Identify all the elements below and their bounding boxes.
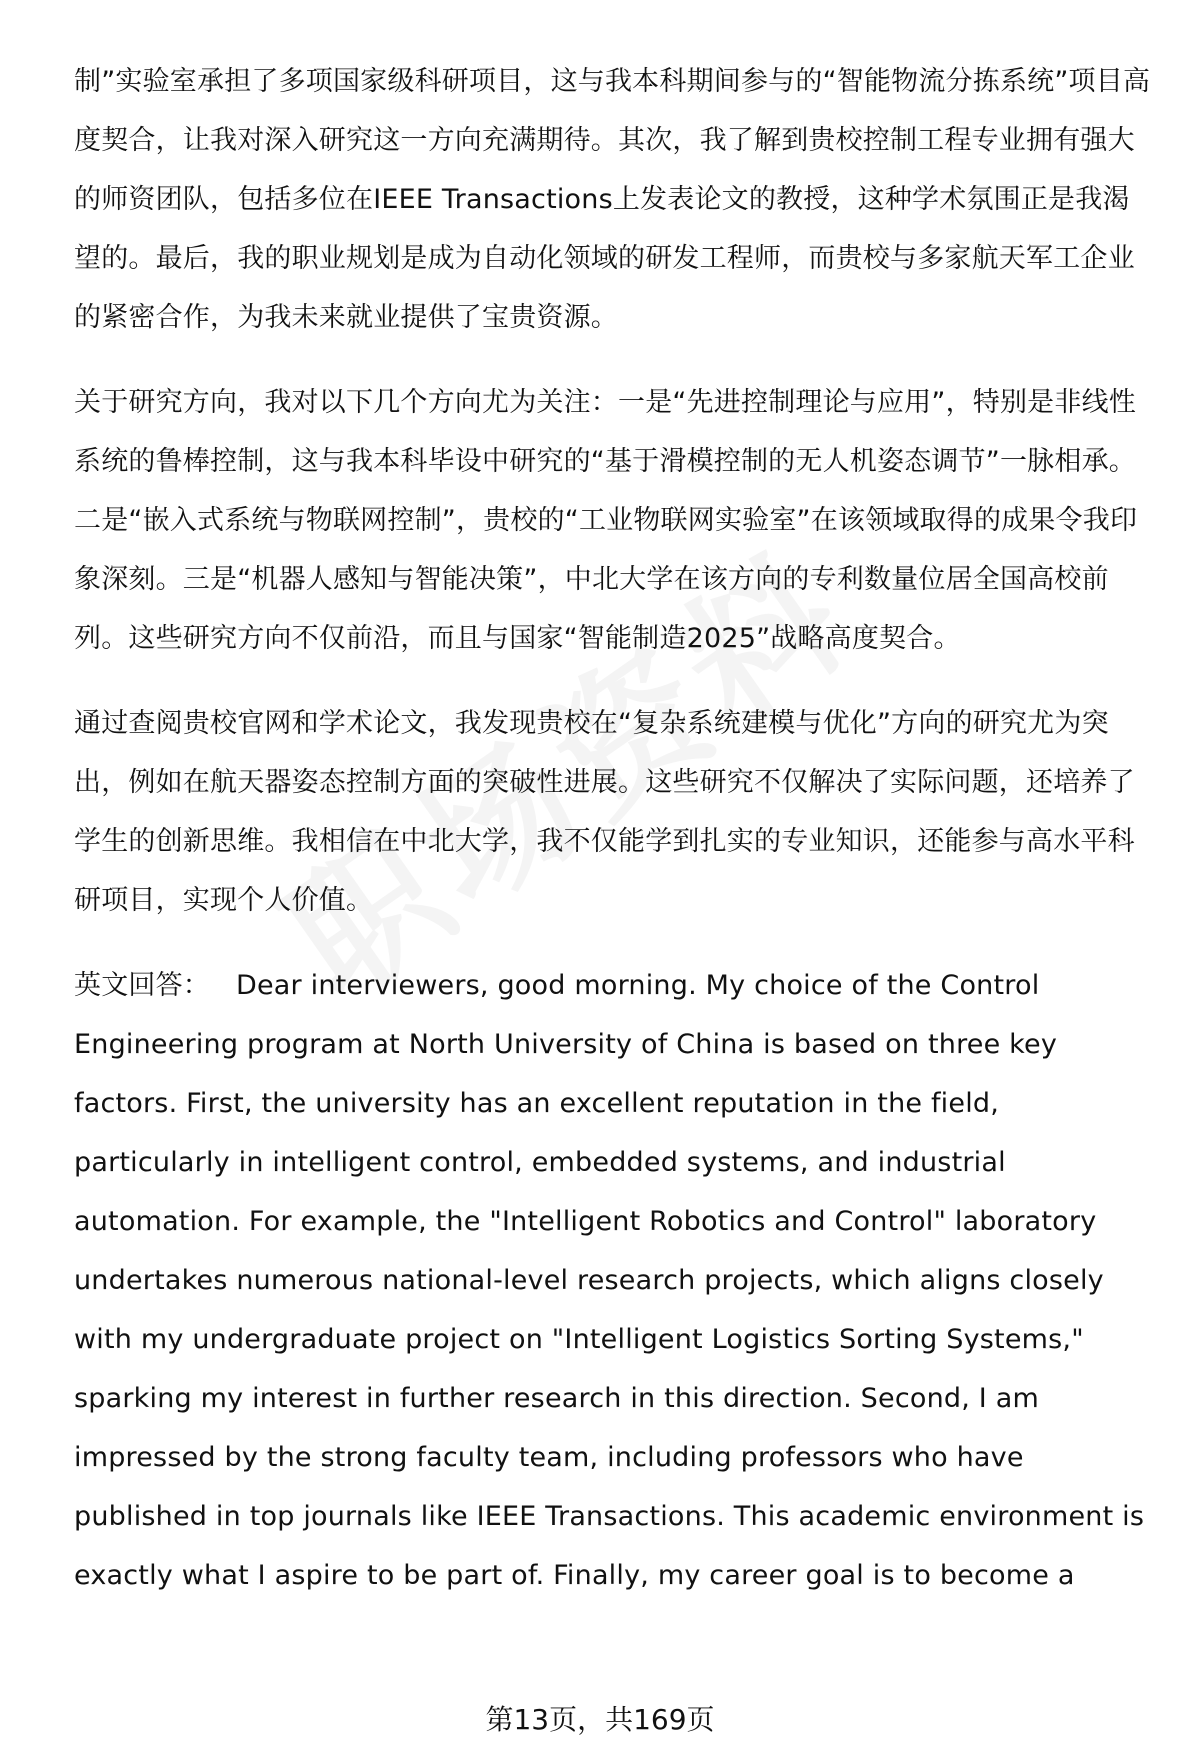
paragraph-2: 关于研究方向，我对以下几个方向尤为关注：一是“先进控制理论与应用”，特别是非线性系统的鲁棒控制，这与我本科毕设中研究的“基于滑模控制的无人机姿态调节”一脉相承。二是“嵌入式系统与物联网控制”，贵校的“工业物联网实验室”在该领域取得的成果令我印象深刻。三是“机器人感知与智能决策”，中北大学在该方向的专利数量位居全国高校前列。这些研究方向不仅前沿，而且与国家“智能制造2025”战略高度契合。 [74, 387, 1138, 654]
paragraph-1: 制”实验室承担了多项国家级科研项目，这与我本科期间参与的“智能物流分拣系统”项目高度契合，让我对深入研究这一方向充满期待。其次，我了解到贵校控制工程专业拥有强大的师资团队，包括多位在IEEE Transactions上发表论文的教授，这种学术氛围正是我渴望的。最后，我的职业规划是成为自动化领域的研发工程师，而贵校与多家航天军工企业的紧密合作，为我未来就业提供了宝贵资源。 [74, 66, 1151, 333]
english-answer-label: 英文回答： [74, 970, 210, 1001]
paragraph-3: 通过查阅贵校官网和学术论文，我发现贵校在“复杂系统建模与优化”方向的研究尤为突出，例如在航天器姿态控制方面的突破性进展。这些研究不仅解决了实际问题，还培养了学生的创新思维。我相信在中北大学，我不仅能学到扎实的专业知识，还能参与高水平科研项目，实现个人价值。 [74, 708, 1135, 916]
english-answer-paragraph [74, 956, 1154, 1605]
document-body [74, 52, 1154, 1631]
page-number-footer: 第13页，共169页 [485, 1703, 715, 1736]
english-answer-text: Dear interviewers, good morning. My choice of the Control Engineering program at North University of China is based on three key factors. First, the university has an excellent reputation in the field, particularly in intelligent control, embedded systems, and industrial automation. For example, the "Intelligent Robotics and Control" laboratory undertakes numerous national-level research projects, which aligns closely with my undergraduate project on "Intelligent Logistics Sorting Systems," sparking my interest in further research in this direction. Second, I am impressed by the strong faculty team, including professors who have published in top journals like IEEE Transactions. This academic environment is exactly what I aspire to be part of. Finally, my career goal is to become a [74, 970, 1145, 1591]
